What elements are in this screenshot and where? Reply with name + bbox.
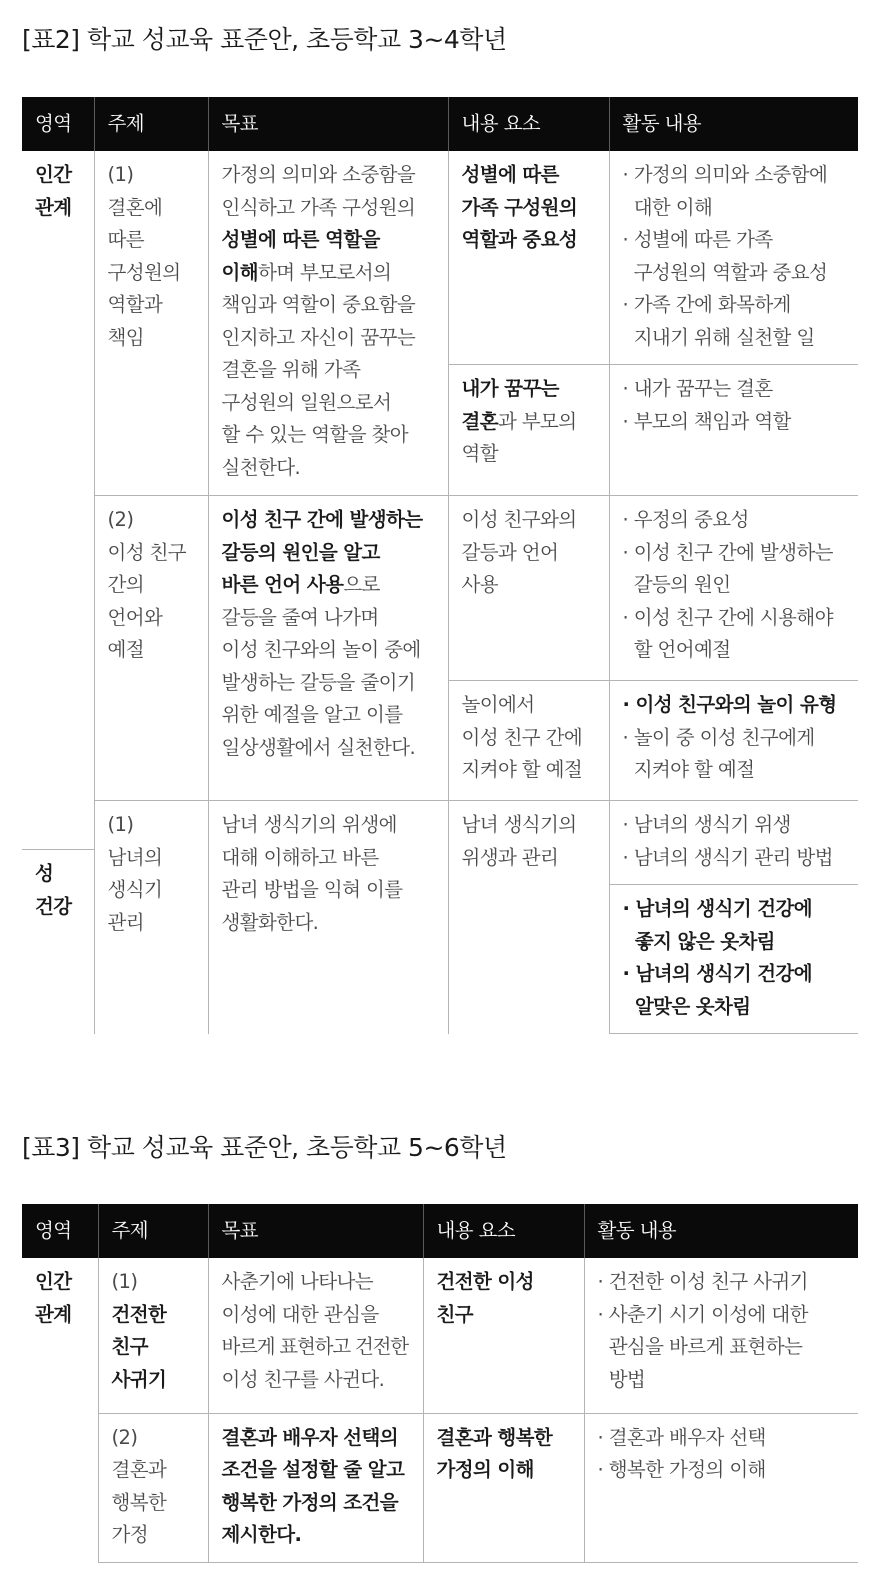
goal-line: 갈등의 원인을 알고 bbox=[221, 540, 380, 564]
content-element-line: 가정의 이해 bbox=[436, 1458, 534, 1481]
activity-line: 관심을 바르게 표현하는 bbox=[597, 1335, 803, 1358]
goal-line: 바르게 표현하고 건전한 bbox=[221, 1335, 408, 1358]
content-element-text-bold: 결혼 bbox=[461, 409, 498, 433]
goal-text: 책임과 역할이 중요함을 bbox=[221, 293, 416, 316]
topic-line: 사귀기 bbox=[111, 1367, 167, 1391]
table3 bbox=[22, 1204, 858, 1563]
goal-line: 일상생활에서 실천한다. bbox=[221, 735, 416, 759]
activity-line: · 성별에 따른 가족 bbox=[622, 228, 773, 251]
goal-line bbox=[222, 224, 435, 257]
activity-cell bbox=[609, 151, 858, 365]
activity-line: · 사춘기 시기 이성에 대한 bbox=[597, 1302, 808, 1326]
content-element-cell bbox=[423, 1413, 584, 1562]
activity-line: · 건전한 이성 친구 사귀기 bbox=[597, 1270, 808, 1293]
activity-line: · 가족 간에 화목하게 bbox=[622, 293, 791, 316]
content-element-line: 남녀 생식기의 bbox=[461, 813, 577, 836]
content-element-cell bbox=[448, 801, 609, 1034]
header-topic: 주제 bbox=[98, 1204, 208, 1258]
content-element-line: 위생과 관리 bbox=[461, 845, 559, 869]
goal-text-bold: 성별에 따른 역할을 bbox=[221, 228, 380, 251]
goal-text: 실천한다. bbox=[221, 455, 301, 479]
table-row bbox=[22, 1258, 858, 1413]
activity-line: · 내가 꿈꾸는 결혼 bbox=[622, 377, 773, 400]
topic-line: 따른 bbox=[107, 228, 144, 251]
header-activity: 활동 내용 bbox=[609, 97, 858, 151]
content-element-line: 역할과 중요성 bbox=[461, 228, 578, 251]
activity-line: 갈등의 원인 bbox=[622, 573, 731, 596]
goal-line: 위한 예절을 알고 이를 bbox=[221, 703, 403, 726]
content-element-line: 이성 친구와의 bbox=[461, 508, 577, 531]
topic-line: 생식기 bbox=[107, 878, 163, 901]
content-element-cell bbox=[448, 365, 609, 496]
topic-line: 결혼에 bbox=[107, 195, 163, 219]
content-element-cell bbox=[423, 1258, 584, 1413]
content-element-text: 과 부모의 bbox=[497, 409, 577, 433]
activity-line: · 남녀의 생식기 관리 방법 bbox=[622, 845, 833, 869]
topic-line: 관리 bbox=[107, 910, 144, 934]
header-content-element: 내용 요소 bbox=[448, 97, 609, 151]
table2 bbox=[22, 97, 858, 1034]
table3-header-row bbox=[22, 1204, 858, 1258]
area-label: 성 bbox=[22, 849, 94, 891]
topic-line: 건전한 bbox=[111, 1302, 167, 1326]
table-row bbox=[22, 496, 858, 681]
activity-cell bbox=[584, 1413, 858, 1562]
header-activity: 활동 내용 bbox=[584, 1204, 858, 1258]
table3-caption: [표3] 학교 성교육 표준안, 초등학교 5~6학년 bbox=[22, 1133, 507, 1162]
goal-line: 이성 친구 간에 발생하는 bbox=[221, 508, 423, 531]
activity-cell bbox=[609, 365, 858, 496]
content-element-line: 놀이에서 bbox=[461, 693, 535, 716]
activity-cell bbox=[609, 801, 858, 885]
goal-line: 제시한다. bbox=[221, 1523, 302, 1546]
table2-caption: [표2] 학교 성교육 표준안, 초등학교 3~4학년 bbox=[22, 25, 507, 54]
goal-line: 남녀 생식기의 위생에 bbox=[221, 813, 397, 836]
goal-line bbox=[222, 192, 435, 225]
content-element-line: 사용 bbox=[461, 573, 498, 596]
goal-line: 갈등을 줄여 나가며 bbox=[221, 605, 379, 629]
goal-cell bbox=[208, 801, 448, 1034]
goal-line: 이성 친구와의 놀이 중에 bbox=[221, 638, 421, 661]
goal-line bbox=[222, 354, 435, 387]
activity-line: · 이성 친구 간에 시용해야 bbox=[622, 605, 833, 629]
table2-header-row bbox=[22, 97, 858, 151]
topic-line: 언어와 bbox=[107, 605, 163, 629]
area-label: 관계 bbox=[35, 1302, 72, 1326]
topic-line: 결혼과 bbox=[111, 1458, 167, 1481]
activity-line: 지켜야 할 예절 bbox=[622, 758, 755, 781]
goal-text: 구성원의 일원으로서 bbox=[221, 390, 392, 414]
goal-line bbox=[222, 257, 435, 290]
goal-line bbox=[222, 569, 435, 602]
topic-line: 예절 bbox=[107, 638, 144, 661]
content-element-line: 지켜야 할 예절 bbox=[461, 758, 583, 781]
activity-line: 방법 bbox=[597, 1367, 646, 1391]
goal-text: 인식하고 가족 구성원의 bbox=[221, 195, 416, 219]
activity-line: 지내기 위해 실천할 일 bbox=[622, 325, 815, 349]
activity-line: · 남녀의 생식기 위생 bbox=[622, 813, 791, 836]
topic-line: 친구 bbox=[111, 1335, 148, 1358]
topic-line: 책임 bbox=[107, 325, 144, 349]
content-element-line: 성별에 따른 bbox=[461, 163, 559, 186]
goal-line bbox=[222, 419, 435, 452]
topic-line: (2) bbox=[107, 508, 134, 531]
header-topic: 주제 bbox=[94, 97, 208, 151]
topic-cell bbox=[94, 801, 208, 1034]
goal-line: 결혼과 배우자 선택의 bbox=[221, 1425, 399, 1449]
goal-line bbox=[222, 322, 435, 355]
goal-line bbox=[222, 289, 435, 322]
content-element-line: 가족 구성원의 bbox=[461, 195, 578, 219]
area-label: 건강 bbox=[35, 894, 72, 918]
goal-line: 대해 이해하고 바른 bbox=[221, 845, 379, 869]
header-goal: 목표 bbox=[208, 1204, 423, 1258]
goal-line bbox=[222, 452, 435, 485]
activity-cell bbox=[584, 1258, 858, 1413]
goal-cell bbox=[208, 151, 448, 496]
topic-line: 이성 친구 bbox=[107, 540, 187, 564]
topic-line: 가정 bbox=[111, 1523, 148, 1546]
content-element-cell bbox=[448, 681, 609, 801]
header-area: 영역 bbox=[22, 1204, 98, 1258]
activity-line: · 부모의 책임과 역할 bbox=[622, 409, 791, 433]
topic-line: (1) bbox=[107, 163, 134, 186]
topic-line: 간의 bbox=[107, 573, 144, 596]
table-row bbox=[22, 801, 858, 885]
activity-line: 대한 이해 bbox=[622, 195, 713, 219]
goal-cell bbox=[208, 1258, 423, 1413]
goal-line: 조건을 설정할 줄 알고 bbox=[221, 1458, 405, 1481]
goal-line: 이성에 대한 관심을 bbox=[221, 1302, 379, 1326]
activity-line: · 결혼과 배우자 선택 bbox=[597, 1425, 766, 1449]
area-cell bbox=[22, 1258, 98, 1562]
goal-line: 발생하는 갈등을 줄이기 bbox=[221, 670, 416, 694]
goal-text-bold: 바른 언어 사용 bbox=[221, 573, 344, 596]
topic-line: 역할과 bbox=[107, 293, 163, 316]
table-row bbox=[22, 151, 858, 365]
goal-text: 으로 bbox=[343, 573, 380, 596]
area-label: 인간 bbox=[35, 163, 72, 186]
activity-line: · 행복한 가정의 이해 bbox=[597, 1458, 766, 1481]
activity-cell bbox=[609, 885, 858, 1034]
goal-cell bbox=[208, 1413, 423, 1562]
content-element-line: 역할 bbox=[461, 442, 498, 465]
table-row bbox=[22, 1413, 858, 1562]
topic-line: (1) bbox=[111, 1270, 138, 1293]
content-element-line: 친구 bbox=[436, 1302, 473, 1326]
content-element-line: 갈등과 언어 bbox=[461, 540, 559, 564]
area-label: 인간 bbox=[35, 1270, 72, 1293]
goal-text: 할 수 있는 역할을 찾아 bbox=[221, 423, 409, 446]
goal-line: 관리 방법을 익혀 이를 bbox=[221, 878, 403, 901]
topic-line: 구성원의 bbox=[107, 260, 181, 284]
activity-line: 할 언어예절 bbox=[622, 638, 731, 661]
goal-text: 하며 부모로서의 bbox=[257, 260, 392, 284]
topic-line: (1) bbox=[107, 813, 134, 836]
topic-line: (2) bbox=[111, 1425, 138, 1449]
content-element-line bbox=[462, 406, 596, 439]
area-label: 관계 bbox=[35, 195, 72, 219]
goal-line: 이성 친구를 사귄다. bbox=[221, 1367, 385, 1391]
activity-cell bbox=[609, 681, 858, 801]
content-element-cell bbox=[448, 151, 609, 365]
goal-text: 결혼을 위해 가족 bbox=[221, 358, 361, 381]
header-area: 영역 bbox=[22, 97, 94, 151]
goal-line bbox=[222, 159, 435, 192]
activity-line: · 가정의 의미와 소중함에 bbox=[622, 163, 828, 186]
activity-cell bbox=[609, 496, 858, 681]
topic-cell bbox=[94, 151, 208, 496]
content-element-line: 내가 꿈꾸는 bbox=[461, 377, 559, 400]
goal-text: 가정의 의미와 소중함을 bbox=[221, 163, 416, 186]
activity-line: · 남녀의 생식기 건강에 bbox=[622, 897, 813, 920]
topic-line: 남녀의 bbox=[107, 845, 163, 869]
goal-line: 행복한 가정의 조건을 bbox=[221, 1490, 399, 1514]
goal-cell bbox=[208, 496, 448, 801]
activity-line: 구성원의 역할과 중요성 bbox=[622, 260, 828, 284]
topic-cell bbox=[98, 1258, 208, 1413]
activity-line: · 우정의 중요성 bbox=[622, 508, 749, 531]
topic-cell bbox=[94, 496, 208, 801]
goal-line bbox=[222, 387, 435, 420]
content-element-line: 결혼과 행복한 bbox=[436, 1425, 553, 1449]
activity-line: · 이성 친구 간에 발생하는 bbox=[622, 540, 833, 564]
goal-text: 인지하고 자신이 꿈꾸는 bbox=[221, 325, 416, 349]
activity-line: · 남녀의 생식기 건강에 bbox=[622, 962, 813, 985]
content-element-line: 이성 친구 간에 bbox=[461, 725, 583, 749]
activity-line: · 놀이 중 이성 친구에게 bbox=[622, 725, 815, 749]
header-goal: 목표 bbox=[208, 97, 448, 151]
goal-text-bold: 이해 bbox=[221, 260, 258, 284]
area-cell bbox=[22, 151, 94, 1034]
header-content-element: 내용 요소 bbox=[423, 1204, 584, 1258]
activity-line: 좋지 않은 옷차림 bbox=[622, 929, 775, 953]
topic-line: 행복한 bbox=[111, 1490, 167, 1514]
topic-cell bbox=[98, 1413, 208, 1562]
activity-line: · 이성 친구와의 놀이 유형 bbox=[622, 693, 837, 716]
content-element-line: 건전한 이성 bbox=[436, 1270, 534, 1293]
goal-line: 생활화한다. bbox=[221, 910, 319, 934]
content-element-cell bbox=[448, 496, 609, 681]
goal-line: 사춘기에 나타나는 bbox=[221, 1270, 373, 1293]
activity-line: 알맞은 옷차림 bbox=[622, 994, 751, 1018]
